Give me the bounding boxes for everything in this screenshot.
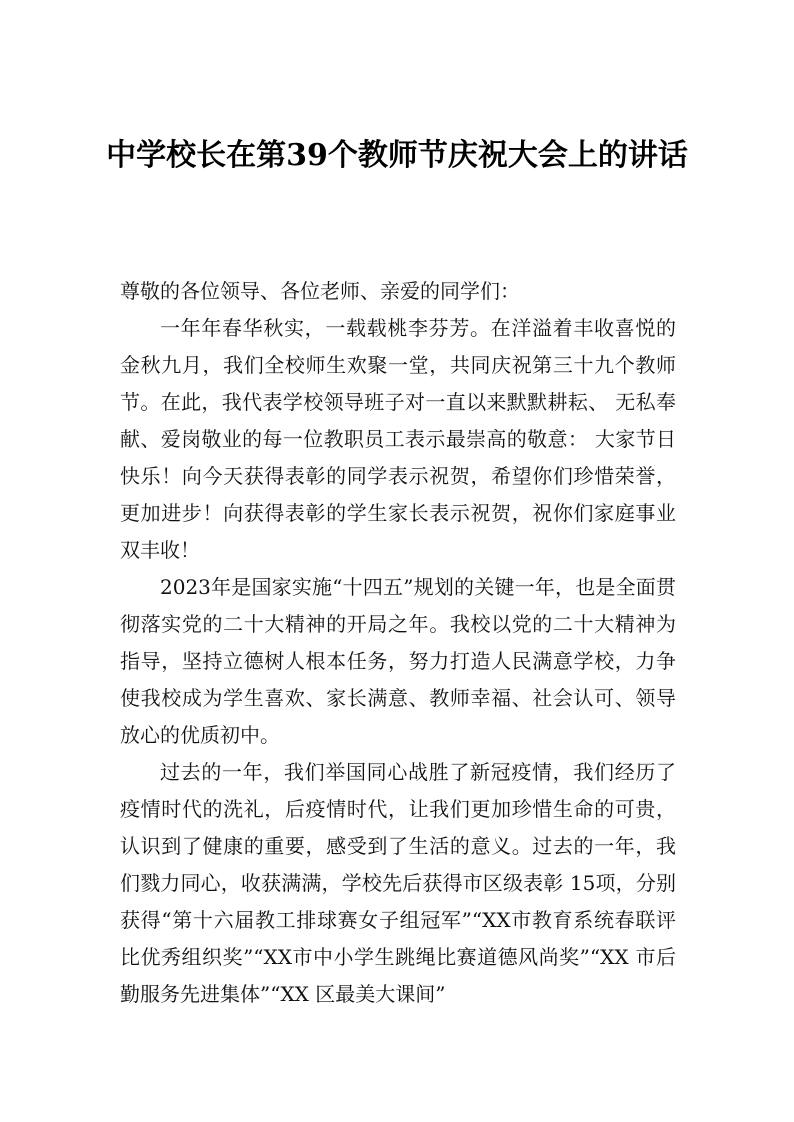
document-title: 中学校长在第39个教师节庆祝大会上的讲话	[106, 138, 688, 173]
document-body	[120, 273, 676, 1013]
paragraph-2: 2023年是国家实施“十四五”规划的关键一年，也是全面贯彻落实党的二十大精神的开局之年。我校以党的二十大精神为指导，坚持立德树人根本任务，努力打造人民满意学校，力争使我校成为学生喜欢、家长满意、教师幸福、社会认可、领导放心的优质初中。	[120, 575, 676, 747]
paragraph-3: 过去的一年，我们举国同心战胜了新冠疫情，我们经历了疫情时代的洗礼，后疫情时代，让我们更加珍惜生命的可贵，认识到了健康的重要，感受到了生活的意义。过去的一年，我们戮力同心，收获满满，学校先后获得市区级表彰 15项，分别获得“第十六届教工排球赛女子组冠军”“XX市教育系统春联评比优秀组织奖”“XX市中小学生跳绳比赛道德风尚奖”“XX 市后勤服务先进集体”“XX 区最美大课间”	[120, 760, 676, 1006]
paragraph-1: 一年年春华秋实，一载载桃李芬芳。在洋溢着丰收喜悦的金秋九月，我们全校师生欢聚一堂，共同庆祝第三十九个教师节。在此，我代表学校领导班子对一直以来默默耕耘、 无私奉献、爱岗敬业的每一位教职员工表示最崇高的敬意： 大家节日快乐！向今天获得表彰的同学表示祝贺，希望你们珍惜荣誉，更加进步！向获得表彰的学生家长表示祝贺，祝你们家庭事业双丰收！	[120, 316, 676, 562]
salutation: 尊敬的各位领导、各位老师、亲爱的同学们：	[120, 279, 520, 303]
